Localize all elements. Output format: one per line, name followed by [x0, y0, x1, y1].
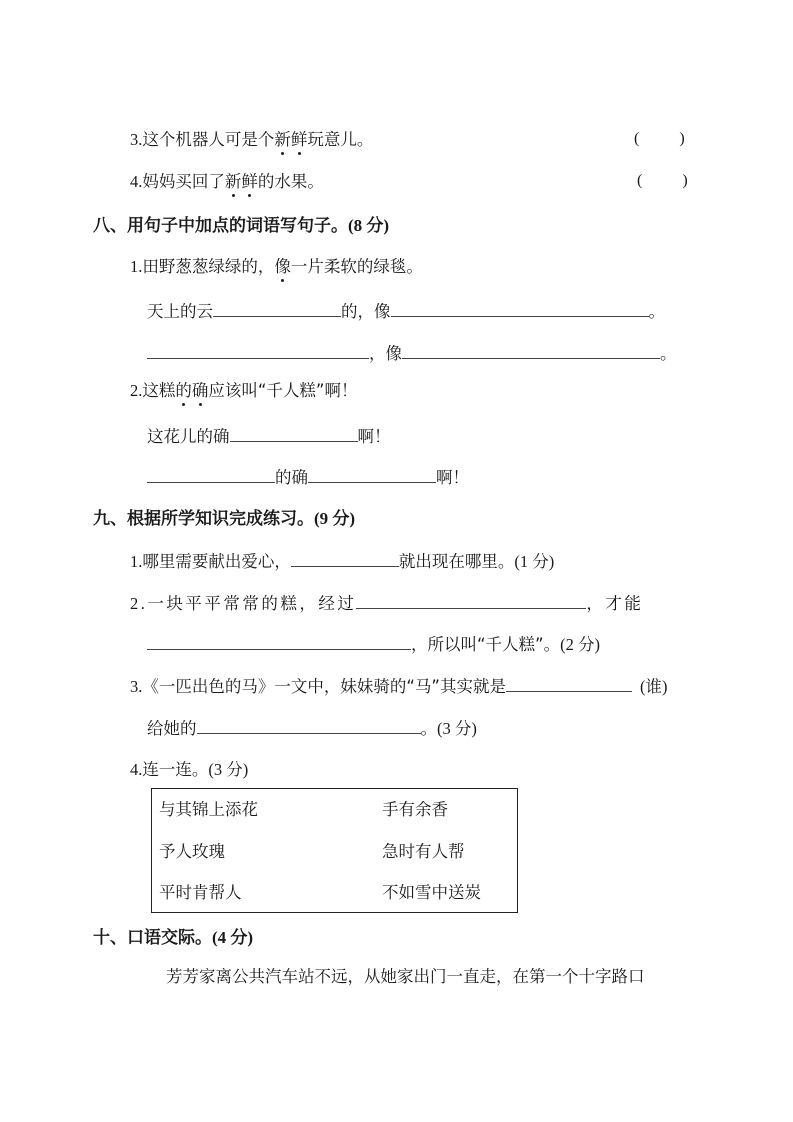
blank-input[interactable] — [197, 717, 421, 734]
answer-line-8-2b: 的确 啊！ — [147, 466, 469, 489]
answer-line-8-2a: 这花儿的确 啊！ — [147, 427, 391, 446]
match-right-item[interactable]: 不如雪中送炭 — [382, 883, 481, 902]
emphasis-dot-char: 新 — [224, 172, 242, 191]
answer-line-8-1a: 天上的云 的，像 。 — [147, 302, 665, 321]
section-8-heading: 八、用句子中加点的词语写句子。(8 分) — [93, 216, 390, 236]
match-right-item[interactable]: 手有余香 — [382, 800, 448, 819]
question-9-4: 4.连一连。(3 分) — [130, 760, 249, 779]
matching-box — [151, 788, 518, 913]
section-9-heading: 九、根据所学知识完成练习。(9 分) — [93, 509, 356, 529]
question-9-2-cont: ，所以叫“千人糕”。(2 分) — [147, 633, 600, 656]
emphasis-dot-char: 新 — [274, 130, 291, 149]
blank-input[interactable] — [308, 466, 436, 483]
emphasis-dot-char: 鲜 — [241, 172, 258, 191]
section-10-heading: 十、口语交际。(4 分) — [93, 928, 254, 948]
blank-input[interactable] — [506, 675, 632, 692]
blank-input[interactable] — [147, 466, 275, 483]
blank-input[interactable] — [147, 633, 411, 650]
blank-input[interactable] — [147, 342, 369, 359]
question-7-4: 4.妈妈买回了新鲜的水果。 — [130, 172, 324, 191]
emphasis-dot-char: 的 — [175, 381, 192, 400]
question-7-3: 3.这个机器人可是个新鲜玩意儿。 — [130, 130, 374, 149]
emphasis-dot-char: 确 — [191, 381, 209, 400]
blank-input[interactable] — [356, 592, 586, 609]
blank-input[interactable] — [291, 550, 399, 567]
blank-input[interactable] — [402, 342, 660, 359]
answer-paren[interactable]: ( ) — [637, 172, 688, 189]
question-9-3-cont: 给她的 。(3 分) — [147, 719, 477, 738]
emphasis-dot-char: 像 — [274, 257, 291, 276]
question-9-1: 1.哪里需要献出爱心， 就出现在哪里。(1 分) — [130, 552, 555, 571]
section-10-paragraph: 芳芳家离公共汽车站不远，从她家出门一直走，在第一个十字路口 — [166, 967, 645, 986]
blank-input[interactable] — [391, 300, 649, 317]
blank-input[interactable] — [230, 425, 358, 442]
match-right-item[interactable]: 急时有人帮 — [382, 842, 465, 861]
match-left-item[interactable]: 予人玫瑰 — [159, 842, 225, 861]
answer-line-8-1b: ，像 。 — [147, 342, 677, 365]
blank-input[interactable] — [213, 300, 341, 317]
question-8-1: 1.田野葱葱绿绿的，像一片柔软的绿毯。 — [130, 257, 423, 276]
match-left-item[interactable]: 与其锦上添花 — [159, 800, 258, 819]
question-8-2: 2.这糕的确应该叫“千人糕”啊！ — [130, 381, 358, 400]
emphasis-dot-char: 鲜 — [290, 130, 308, 149]
question-9-3: 3.《一匹出色的马》一文中，妹妹骑的“马”其实就是 (谁) — [130, 677, 668, 696]
question-number: 3. — [130, 130, 143, 149]
question-9-2: 2.一块平平常常的糕，经过 ，才能 — [130, 594, 644, 613]
match-left-item[interactable]: 平时肯帮人 — [159, 883, 242, 902]
answer-paren[interactable]: ( ) — [634, 130, 685, 147]
